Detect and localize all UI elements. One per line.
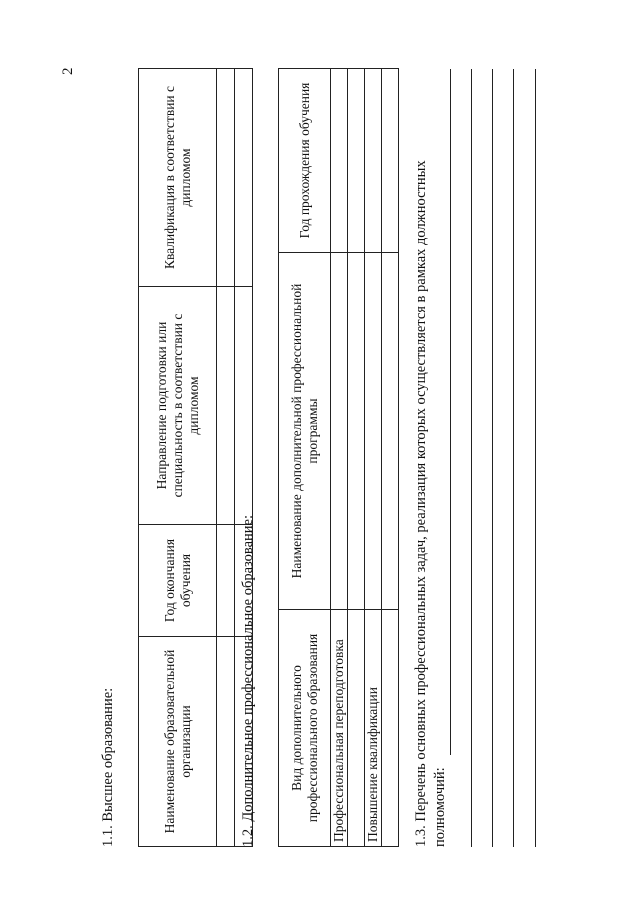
section-1-3-paragraph [412, 69, 450, 847]
table-cell[interactable] [382, 253, 399, 610]
table-row [348, 69, 365, 847]
row-label: Профессиональная переподготовка [331, 610, 348, 847]
section-1-2-heading: 1.2. Дополнительное профессиональное образование: [240, 515, 256, 847]
column-header: Вид дополнительного профессионального образования [279, 610, 331, 847]
page-number: 2 [60, 67, 76, 75]
section-1-1-heading: 1.1. Высшее образование: [100, 687, 116, 847]
higher-education-table [138, 68, 253, 847]
column-header: Год окончания обучения [139, 525, 217, 637]
table-cell[interactable] [217, 637, 235, 847]
fill-in-line[interactable] [513, 69, 514, 847]
table-cell[interactable] [365, 69, 382, 253]
column-header: Направление подготовки или специальность в соответствии с дипломом [139, 287, 217, 525]
fill-in-line[interactable] [450, 69, 451, 755]
table-row [331, 69, 348, 847]
table-header-row [279, 69, 331, 847]
table-cell[interactable] [217, 525, 235, 637]
section-1-3-text: 1.3. Перечень основных профессиональных задач, реализация которых осуществляется в рамках должностных [413, 160, 429, 847]
table-cell[interactable] [365, 253, 382, 610]
table-cell[interactable] [382, 610, 399, 847]
table-cell[interactable] [382, 69, 399, 253]
table-cell[interactable] [217, 69, 235, 287]
table-cell[interactable] [235, 287, 253, 525]
table-row [365, 69, 382, 847]
column-header: Квалификация в соответствии с дипломом [139, 69, 217, 287]
row-label: Повышение квалификации [365, 610, 382, 847]
column-header: Год прохождения обучения [279, 69, 331, 253]
table-cell[interactable] [217, 287, 235, 525]
table-cell[interactable] [348, 69, 365, 253]
fill-in-line[interactable] [471, 69, 472, 847]
table-cell[interactable] [348, 610, 365, 847]
table-cell[interactable] [235, 69, 253, 287]
section-1-3-label: полномочий: [432, 767, 448, 847]
table-cell[interactable] [331, 253, 348, 610]
fill-in-line[interactable] [535, 69, 536, 847]
column-header: Наименование дополнительной профессиональной программы [279, 253, 331, 610]
table-cell[interactable] [348, 253, 365, 610]
table-row [382, 69, 399, 847]
table-row [217, 69, 235, 847]
table-cell[interactable] [331, 69, 348, 253]
fill-in-line[interactable] [492, 69, 493, 847]
table-header-row [139, 69, 217, 847]
column-header: Наименование образовательной организации [139, 637, 217, 847]
additional-education-table [278, 68, 399, 847]
